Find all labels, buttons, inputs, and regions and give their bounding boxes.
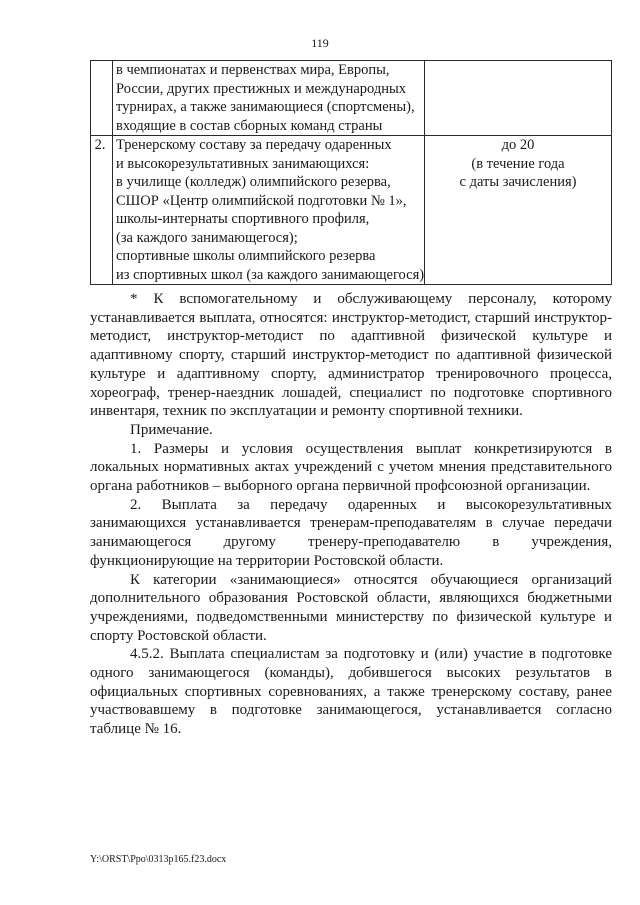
- table-value-line: до 20: [501, 137, 535, 153]
- note-paragraph: 2. Выплата за передачу одаренных и высокорезультативных занимающихся устанавливается тренерам-преподавателям в случае передачи занимающегося другому тренеру-преподавателю в учреждения, функционирующие на территории Ростовской области.: [90, 496, 612, 569]
- table-value-line: (в течение года: [471, 155, 565, 172]
- table-text-line: входящие в состав сборных команд страны: [116, 117, 383, 134]
- note-paragraph: 1. Размеры и условия осуществления выплат конкретизируются в локальных нормативных актах учреждений с учетом мнения представительного органа работников – выборного органа первичной профсоюзной организации.: [90, 440, 612, 495]
- table-row-number: [91, 61, 113, 136]
- table-row: [91, 61, 612, 136]
- table-row-description: [113, 136, 425, 285]
- table-text-line: в чемпионатах и первенствах мира, Европы,: [116, 62, 390, 78]
- table-text-line: (за каждого занимающегося);: [116, 229, 298, 246]
- table-text-line: России, других престижных и международных: [116, 80, 407, 97]
- table-text-line: спортивные школы олимпийского резерва: [116, 248, 376, 264]
- table-row-value: [425, 61, 612, 136]
- table-text-line: Тренерскому составу за передачу одаренных: [116, 137, 392, 153]
- table-value-line: с даты зачисления): [459, 174, 577, 190]
- document-body: [90, 290, 612, 739]
- table-text-line: школы-интернаты спортивного профиля,: [116, 211, 370, 227]
- footer-file-path: Y:\ORST\Ppo\0313p165.f23.docx: [90, 854, 227, 865]
- table-text-line: из спортивных школ (за каждого занимающегося): [116, 266, 425, 283]
- table-text-line: турнирах, а также занимающиеся (спортсмены),: [116, 99, 415, 115]
- table-row-value: [425, 136, 612, 285]
- section-paragraph: 4.5.2. Выплата специалистам за подготовку и (или) участие в подготовке одного занимающегося (команды), добившегося высоких результатов в официальных спортивных соревнованиях, а также тренерскому составу, ранее участвовавшему в подготовке занимающегося, устанавливается согласно таблице № 16.: [90, 646, 612, 738]
- table-text-line: и высокорезультативных занимающихся:: [116, 155, 370, 172]
- payment-table: [90, 60, 612, 285]
- note-heading: Примечание.: [130, 421, 213, 438]
- table-text-line: в училище (колледж) олимпийского резерва,: [116, 174, 391, 190]
- page-number: 119: [311, 36, 329, 50]
- table-row-number: 2.: [91, 136, 113, 285]
- table-row: [91, 136, 612, 285]
- table-text-line: СШОР «Центр олимпийской подготовки № 1»,: [116, 192, 407, 209]
- category-paragraph: К категории «занимающиеся» относятся обучающиеся организаций дополнительного образования Ростовской области, являющихся бюджетными учреждениями, подведомственными министерству по физической культуре и спорту Ростовской области.: [90, 571, 612, 644]
- table-row-description: [113, 61, 425, 136]
- footnote-paragraph: * К вспомогательному и обслуживающему персоналу, которому устанавливается выплата, относятся: инструктор-методист, старший инструктор-методист, инструктор-методист по адаптивной физической культуре и адаптивному спорту, старший инструктор-методист по адаптивной физической культуре и адаптивному спорту, администратор тренировочного процесса, хореограф, тренер-наездник лошадей, специалист по подготовке спортивного инвентаря, техник по эксплуатации и ремонту спортивной техники.: [90, 291, 612, 420]
